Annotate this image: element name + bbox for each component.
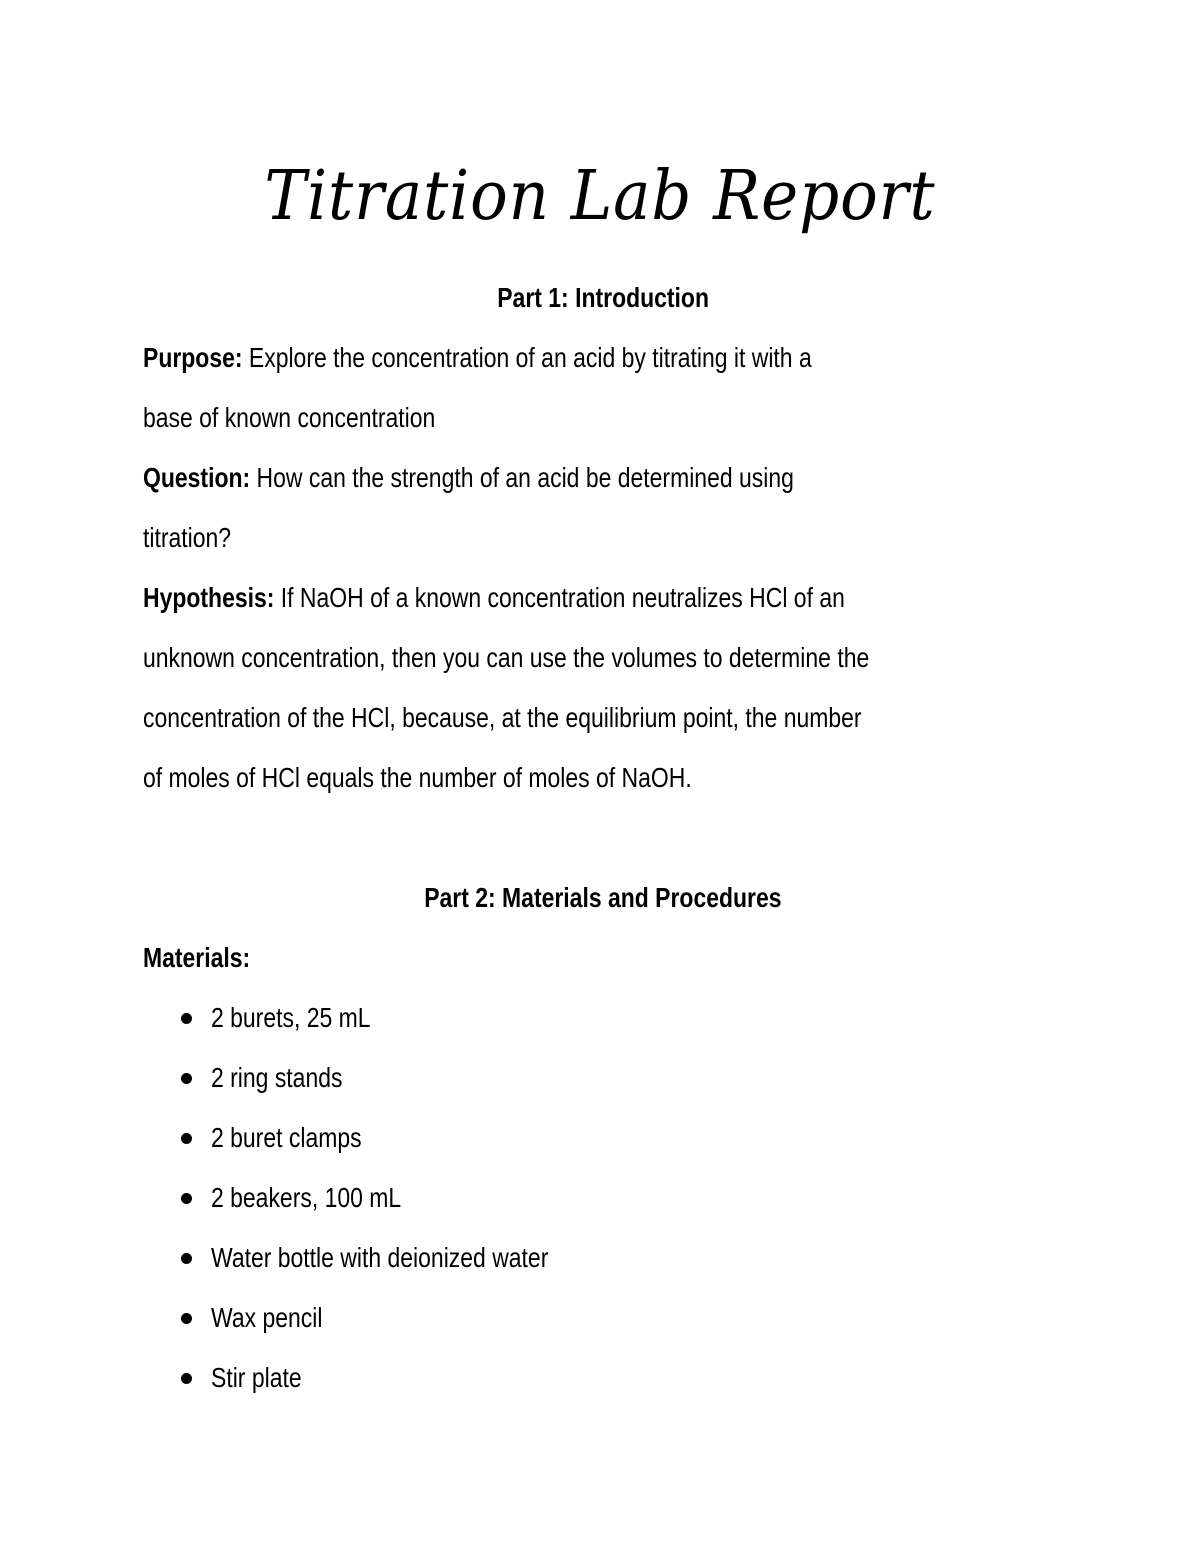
question-label: Question:	[143, 462, 251, 493]
list-item: 2 buret clamps	[181, 1108, 1063, 1168]
materials-label: Materials:	[143, 942, 251, 973]
question-text: How can the strength of an acid be determined using	[250, 462, 794, 493]
hypothesis-label: Hypothesis:	[143, 582, 275, 613]
list-item: Water bottle with deionized water	[181, 1228, 1063, 1288]
document-body	[143, 268, 1063, 1408]
hypothesis-line-1	[143, 568, 1063, 628]
list-item: Wax pencil	[181, 1288, 1063, 1348]
list-item: Stir plate	[181, 1348, 1063, 1408]
purpose-line-1	[143, 328, 1063, 388]
purpose-text-continued: base of known concentration	[143, 402, 436, 433]
purpose-text: Explore the concentration of an acid by titrating it with a	[242, 342, 812, 373]
hypothesis-text-continued: unknown concentration, then you can use the volumes to determine the	[143, 642, 870, 673]
hypothesis-text-continued: of moles of HCl equals the number of moles of NaOH.	[143, 762, 692, 793]
hypothesis-line-3	[143, 688, 1063, 748]
bullet-icon	[181, 1073, 192, 1084]
hypothesis-line-4	[143, 748, 1063, 808]
question-line-1	[143, 448, 1063, 508]
section-heading-introduction	[143, 268, 1063, 328]
hypothesis-text-continued: concentration of the HCl, because, at the equilibrium point, the number	[143, 702, 862, 733]
section-heading-text: Part 2: Materials and Procedures	[424, 882, 782, 913]
section-heading-materials-procedures	[143, 868, 1063, 928]
materials-list	[143, 988, 1063, 1408]
list-item: 2 burets, 25 mL	[181, 988, 1063, 1048]
question-text-continued: titration?	[143, 522, 232, 553]
question-line-2	[143, 508, 1063, 568]
bullet-icon	[181, 1133, 192, 1144]
list-item: 2 beakers, 100 mL	[181, 1168, 1063, 1228]
bullet-icon	[181, 1013, 192, 1024]
purpose-line-2	[143, 388, 1063, 448]
list-item: 2 ring stands	[181, 1048, 1063, 1108]
purpose-label: Purpose:	[143, 342, 243, 373]
section-heading-text: Part 1: Introduction	[497, 282, 709, 313]
bullet-icon	[181, 1253, 192, 1264]
bullet-icon	[181, 1313, 192, 1324]
materials-heading	[143, 928, 1063, 988]
hypothesis-text: If NaOH of a known concentration neutralizes HCl of an	[274, 582, 845, 613]
bullet-icon	[181, 1193, 192, 1204]
document-title: Titration Lab Report	[264, 157, 936, 236]
hypothesis-line-2	[143, 628, 1063, 688]
bullet-icon	[181, 1373, 192, 1384]
blank-line	[143, 808, 1063, 868]
